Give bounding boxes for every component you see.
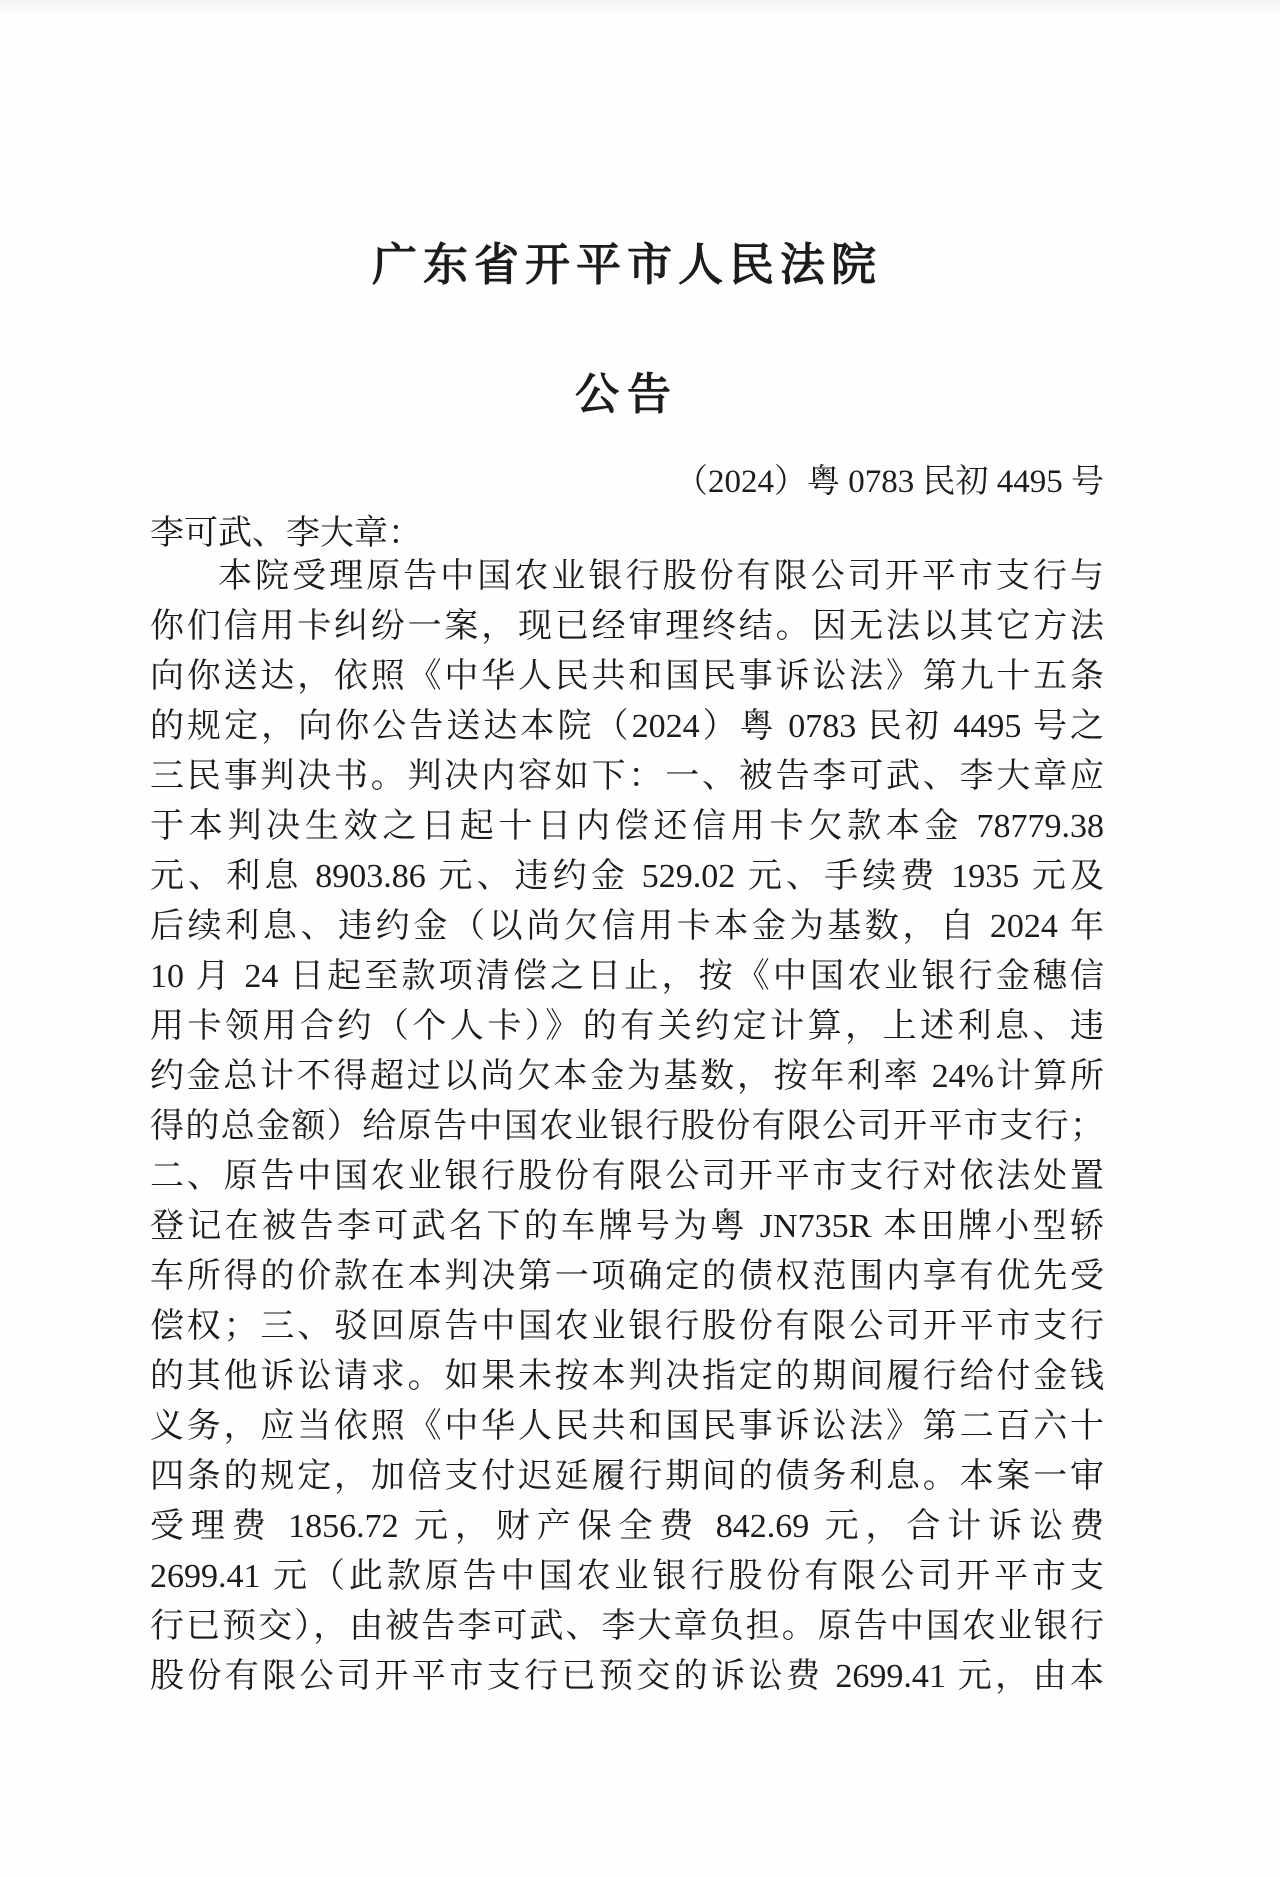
court-name-title: 广东省开平市人民法院	[371, 240, 882, 290]
body-line: 用卡领用合约（个人卡）》的有关约定计算，上述利息、违	[150, 1008, 1104, 1045]
body-line: 行已预交），由被告李可武、李大章负担。原告中国农业银行	[150, 1608, 1104, 1645]
body-line: 的其他诉讼请求。如果未按本判决指定的期间履行给付金钱	[150, 1358, 1104, 1395]
body-line: 二、原告中国农业银行股份有限公司开平市支行对依法处置	[150, 1158, 1104, 1195]
body-line: 后续利息、违约金（以尚欠信用卡本金为基数，自 2024 年	[150, 908, 1104, 945]
body-line: 车所得的价款在本判决第一项确定的债权范围内享有优先受	[150, 1258, 1104, 1295]
body-line: 约金总计不得超过以尚欠本金为基数，按年利率 24%计算所	[150, 1058, 1104, 1095]
body-line: 本院受理原告中国农业银行股份有限公司开平市支行与	[218, 558, 1104, 595]
body-line: 于本判决生效之日起十日内偿还信用卡欠款本金 78779.38	[150, 808, 1104, 845]
body-line: 元、利息 8903.86 元、违约金 529.02 元、手续费 1935 元及	[150, 858, 1104, 895]
body-line: 你们信用卡纠纷一案，现已经审理终结。因无法以其它方法	[150, 608, 1104, 645]
scan-artifact-band	[0, 0, 1280, 14]
body-line: 四条的规定，加倍支付迟延履行期间的债务利息。本案一审	[150, 1458, 1104, 1495]
body-line: 受理费 1856.72 元，财产保全费 842.69 元，合计诉讼费	[150, 1508, 1104, 1545]
body-line: 股份有限公司开平市支行已预交的诉讼费 2699.41 元，由本	[150, 1658, 1104, 1695]
case-number: （2024）粤 0783 民初 4495 号	[675, 464, 1104, 500]
body-line: 2699.41 元（此款原告中国农业银行股份有限公司开平市支	[150, 1558, 1104, 1595]
body-line: 登记在被告李可武名下的车牌号为粤 JN735R 本田牌小型轿	[150, 1208, 1104, 1245]
notice-body	[150, 552, 1104, 1702]
body-line: 得的总金额）给原告中国农业银行股份有限公司开平市支行；	[150, 1108, 1104, 1145]
addressee: 李可武、李大章：	[150, 515, 422, 552]
body-line: 三民事判决书。判决内容如下：一、被告李可武、李大章应	[150, 758, 1104, 795]
notice-title: 公告	[575, 370, 679, 419]
body-line: 的规定，向你公告送达本院（2024）粤 0783 民初 4495 号之	[150, 708, 1104, 745]
body-line: 向你送达，依照《中华人民共和国民事诉讼法》第九十五条	[150, 658, 1104, 695]
body-line: 偿权；三、驳回原告中国农业银行股份有限公司开平市支行	[150, 1308, 1104, 1345]
body-line: 义务，应当依照《中华人民共和国民事诉讼法》第二百六十	[150, 1408, 1104, 1445]
body-line: 10 月 24 日起至款项清偿之日止，按《中国农业银行金穗信	[150, 958, 1104, 995]
